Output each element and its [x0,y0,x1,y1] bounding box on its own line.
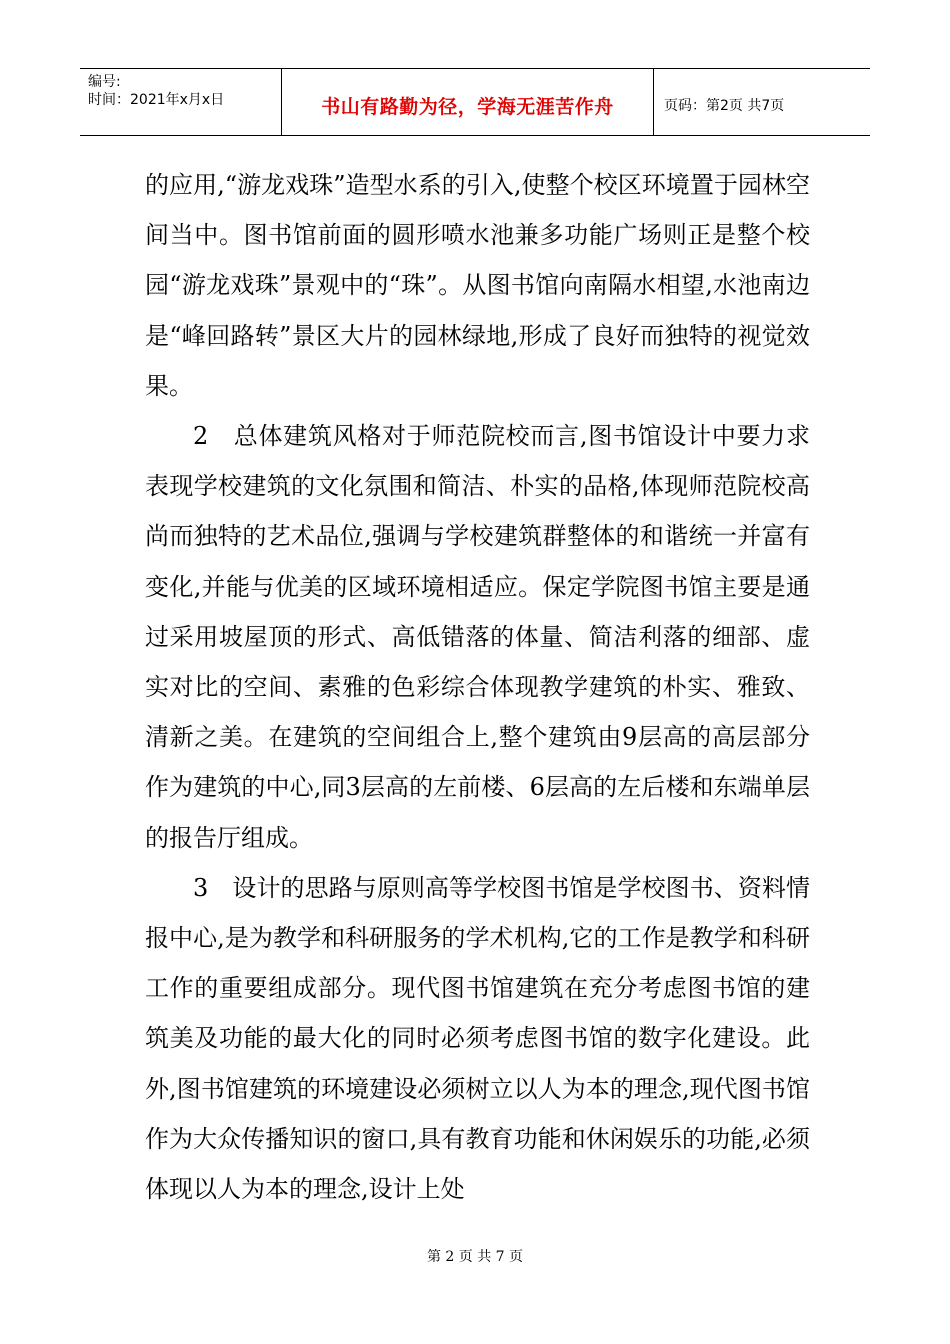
page-header [80,68,870,136]
document-body [145,160,810,1214]
paragraph-continuation: 的应用,“游龙戏珠”造型水系的引入,使整个校区环境置于园林空间当中。图书馆前面的圆形喷水池兼多功能广场则正是整个校园“游龙戏珠”景观中的“珠”。从图书馆向南隔水相望,水池南边是“峰回路转”景区大片的园林绿地,形成了良好而独特的视觉效果。 [145,171,810,400]
document-time-label: 时间：2021年x月x日 [88,92,225,108]
page-footer: 第 2 页 共 7 页 [426,1249,524,1265]
document-number-label: 编号: [88,74,121,90]
paragraph-design-principles: 3 设计的思路与原则高等学校图书馆是学校图书、资料情报中心,是为教学和科研服务的学术机构,它的工作是教学和科研工作的重要组成部分。现代图书馆建筑在充分考虑图书馆的建筑美及功能的最大化的同时必须考虑图书馆的数字化建设。此外,图书馆建筑的环境建设必须树立以人为本的理念,现代图书馆作为大众传播知识的窗口,具有教育功能和休闲娱乐的功能,必须体现以人为本的理念,设计上处 [145,873,810,1204]
header-page-info: 页码：第2页 共7页 [664,98,785,114]
header-motto: 书山有路勤为径，学海无涯苦作舟 [282,69,654,135]
paragraph-architecture-style: 2 总体建筑风格对于师范院校而言,图书馆设计中要力求表现学校建筑的文化氛围和简洁、朴实的品格,体现师范院校高尚而独特的艺术品位,强调与学校建筑群整体的和谐统一并富有变化,并能与优美的区域环境相适应。保定学院图书馆主要是通过采用坡屋顶的形式、高低错落的体量、简洁利落的细部、虚实对比的空间、素雅的色彩综合体现教学建筑的朴实、雅致、清新之美。在建筑的空间组合上,整个建筑由9层高的高层部分作为建筑的中心,同3层高的左前楼、6层高的左后楼和东端单层的报告厅组成。 [145,422,810,852]
header-meta [80,69,282,135]
